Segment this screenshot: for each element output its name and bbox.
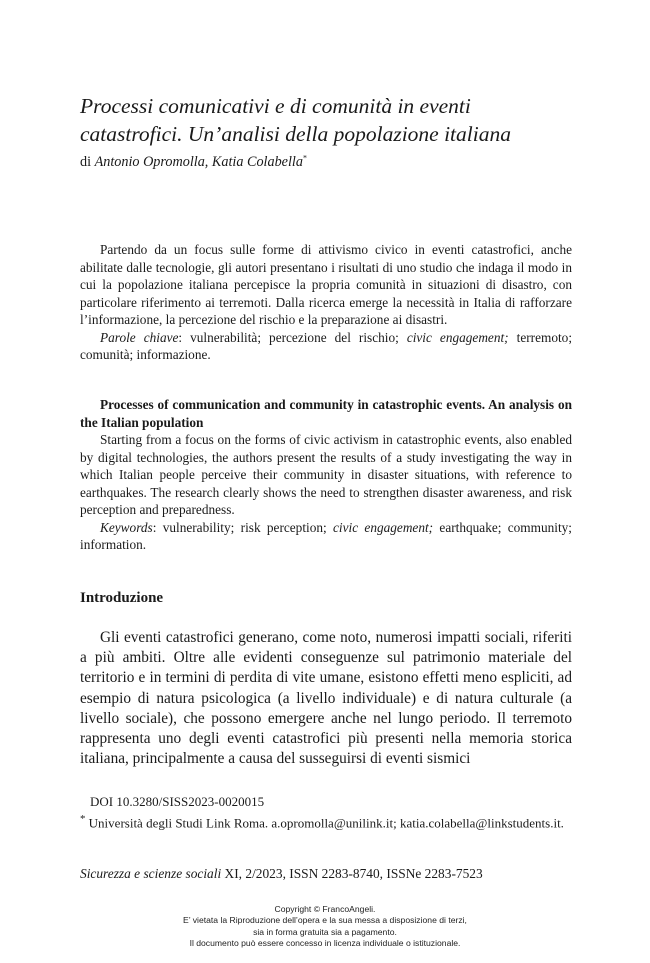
journal-citation xyxy=(80,865,483,882)
keywords-italian-label: Parole chiave xyxy=(100,329,179,345)
abstract-italian-text: Partendo da un focus sulle forme di attivismo civico in eventi catastrofici, anche abilitate dalle tecnologie, gli autori presentano i risultati di uno studio che indaga il modo in cui la popolazione italiana percepisce la propria comunità in situazioni di disastro, con particolare riferimento ai terremoti. Dalla ricerca emerge la necessità in Italia di rafforzare l’informazione, la percezione del rischio e la preparazione ai disastri. xyxy=(80,242,572,327)
doi-line: DOI 10.3280/SISS2023-0020015 xyxy=(90,794,265,809)
journal-name: Sicurezza e scienze sociali xyxy=(80,866,222,881)
article-title-line1: Processi comunicativi e di comunità in eventi xyxy=(80,94,471,118)
keywords-italian-part2: terremoto; comunità; informazione. xyxy=(80,329,573,362)
keywords-italian-italic: civic engagement; xyxy=(406,329,509,345)
copyright-line-1: Copyright © FrancoAngeli. xyxy=(274,904,376,914)
author-names: Antonio Opromolla, Katia Colabella xyxy=(94,154,303,170)
copyright-line-3: sia in forma gratuita sia a pagamento. xyxy=(253,926,397,937)
footnotes xyxy=(80,793,572,831)
section-heading: Introduzione xyxy=(80,590,164,606)
author-footnote-marker: * xyxy=(302,153,307,163)
affiliation-text: Università degli Studi Link Roma. a.opromolla@unilink.it; katia.colabella@linkstudents.it. xyxy=(85,814,564,830)
abstract-english xyxy=(80,396,572,554)
keywords-english-italic: civic engagement; xyxy=(333,519,434,535)
keywords-italian-part1: : vulnerabilità; percezione del rischio; xyxy=(178,329,407,345)
keywords-english-part2: earthquake; community; information. xyxy=(80,519,573,552)
abstract-english-text: Starting from a focus on the forms of civic activism in catastrophic events, also enabled by digital technologies, the authors present the results of a study investigating the way in which Italian people perceive their community in disaster situations, with reference to earthquakes. The research clearly shows the need to strengthen disaster awareness, and risk perception and preparedness. xyxy=(80,432,572,517)
keywords-italian xyxy=(80,329,572,364)
abstract-english-title: Processes of communication and community in catastrophic events. An analysis on the Italian population xyxy=(80,397,572,430)
affiliation-footnote xyxy=(80,811,572,832)
keywords-english-part1: : vulnerability; risk perception; xyxy=(152,519,334,535)
copyright-line-4: Il documento può essere concesso in licenza individuale o istituzionale. xyxy=(189,938,461,949)
byline-prefix: di xyxy=(80,154,95,170)
introduction-paragraph: Gli eventi catastrofici generano, come noto, numerosi impatti sociali, riferiti a più ambiti. Oltre alle evidenti conseguenze sul patrimonio materiale del territorio e in termini di perdita di vite umane, esistono effetti meno espliciti, ad esempio di natura psicologica (a livello individuale) e di natura culturale (a livello sociale), che possono emergere anche nel lungo periodo. Il terremoto rappresenta uno degli eventi catastrofici più presenti nella memoria storica italiana, principalmente a causa del susseguirsi di eventi sismici xyxy=(80,629,572,768)
journal-details: XI, 2/2023, ISSN 2283-8740, ISSNe 2283-7523 xyxy=(221,866,483,881)
affiliation-marker: * xyxy=(80,812,86,825)
author-byline xyxy=(80,153,307,171)
article-title xyxy=(80,92,600,148)
copyright-notice xyxy=(0,904,650,950)
copyright-line-2: E’ vietata la Riproduzione dell’opera e la sua messa a disposizione di terzi, xyxy=(183,915,467,926)
article-title-line2: catastrofici. Un’analisi della popolazione italiana xyxy=(80,122,511,146)
keywords-english xyxy=(80,519,572,554)
keywords-english-label: Keywords xyxy=(100,519,153,535)
abstract-italian xyxy=(80,241,572,364)
